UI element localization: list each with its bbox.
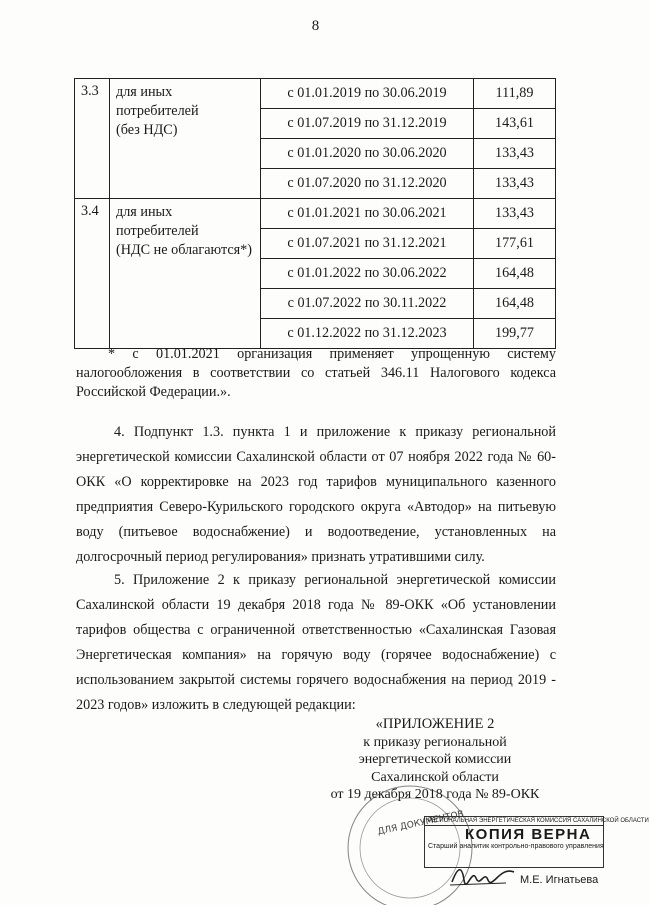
signer-name: М.Е. Игнатьева	[520, 874, 599, 886]
period-cell: с 01.12.2022 по 31.12.2023	[261, 319, 474, 349]
period-cell: с 01.01.2019 по 30.06.2019	[261, 79, 474, 109]
stamp-org-text: РЕГИОНАЛЬНАЯ ЭНЕРГЕТИЧЕСКАЯ КОМИССИЯ САХАЛИНСКОЙ ОБЛАСТИ	[425, 817, 603, 826]
value-cell: 133,43	[474, 199, 556, 229]
value-cell: 133,43	[474, 169, 556, 199]
appendix-line: к приказу региональной	[363, 734, 507, 750]
period-cell: с 01.07.2021 по 31.12.2021	[261, 229, 474, 259]
row-number: 3.4	[75, 199, 110, 349]
value-cell: 177,61	[474, 229, 556, 259]
appendix-line: от 19 декабря 2018 года № 89-ОКК	[330, 787, 540, 802]
stamp-sub-text: Старший аналитик контрольно-правового управления	[428, 843, 604, 850]
copy-verified-stamp	[424, 816, 649, 868]
period-cell: с 01.01.2022 по 30.06.2022	[261, 259, 474, 289]
period-cell: с 01.07.2019 по 31.12.2019	[261, 109, 474, 139]
appendix-title: «ПРИЛОЖЕНИЕ 2	[375, 716, 495, 732]
value-cell: 111,89	[474, 79, 556, 109]
appendix-line: Сахалинской области	[371, 769, 499, 785]
value-cell: 164,48	[474, 289, 556, 319]
consumer-line: (НДС не облагаются*)	[116, 242, 252, 258]
footnote: * с 01.01.2021 организация применяет упрощенную систему налогообложения в соответствии со статьей 346.11 Налогового кодекса Российской Федерации.».	[76, 346, 556, 400]
period-cell: с 01.07.2020 по 31.12.2020	[261, 169, 474, 199]
tariff-table	[74, 78, 556, 349]
value-cell: 199,77	[474, 319, 556, 349]
value-cell: 143,61	[474, 109, 556, 139]
consumer-line: для иных потребителей	[116, 84, 199, 119]
table-row	[75, 79, 556, 109]
period-cell: с 01.07.2022 по 30.11.2022	[261, 289, 474, 319]
table-row	[75, 199, 556, 229]
appendix-line: энергетической комиссии	[358, 752, 512, 767]
page-number: 8	[311, 18, 320, 34]
paragraph-5: 5. Приложение 2 к приказу региональной энергетической комиссии Сахалинской области 19 декабря 2018 года № 89-ОКК «Об установлении тарифов общества с ограниченной ответственностью «Сахалинская Газовая Энергетическая компания» на горячую воду (горячее водоснабжение) с использованием закрытой системы горячего водоснабжения на период 2019 - 2023 годов» изложить в следующей редакции:	[76, 572, 556, 713]
value-cell: 133,43	[474, 139, 556, 169]
consumer-cell	[110, 79, 261, 199]
paragraph-4: 4. Подпункт 1.3. пункта 1 и приложение к приказу региональной энергетической комиссии Сахалинской области от 07 ноября 2022 года № 60-ОКК «О корректировке на 2023 год тарифов муниципального казенного предприятия Северо-Курильского городского округа «Автодор» на питьевую воду (питьевое водоснабжение) и водоотведение, установленных на долгосрочный период регулирования» признать утратившими силу.	[76, 424, 556, 565]
stamp-main-text: КОПИЯ ВЕРНА	[465, 826, 592, 843]
value-cell: 164,48	[474, 259, 556, 289]
row-number: 3.3	[75, 79, 110, 199]
consumer-line: (без НДС)	[116, 122, 178, 138]
consumer-line: для иных потребителей	[116, 204, 199, 239]
period-cell: с 01.01.2021 по 30.06.2021	[261, 199, 474, 229]
consumer-cell	[110, 199, 261, 349]
signature-icon	[448, 862, 518, 888]
period-cell: с 01.01.2020 по 30.06.2020	[261, 139, 474, 169]
seal-text: ДЛЯ ДОКУМЕНТОВ	[376, 809, 465, 838]
